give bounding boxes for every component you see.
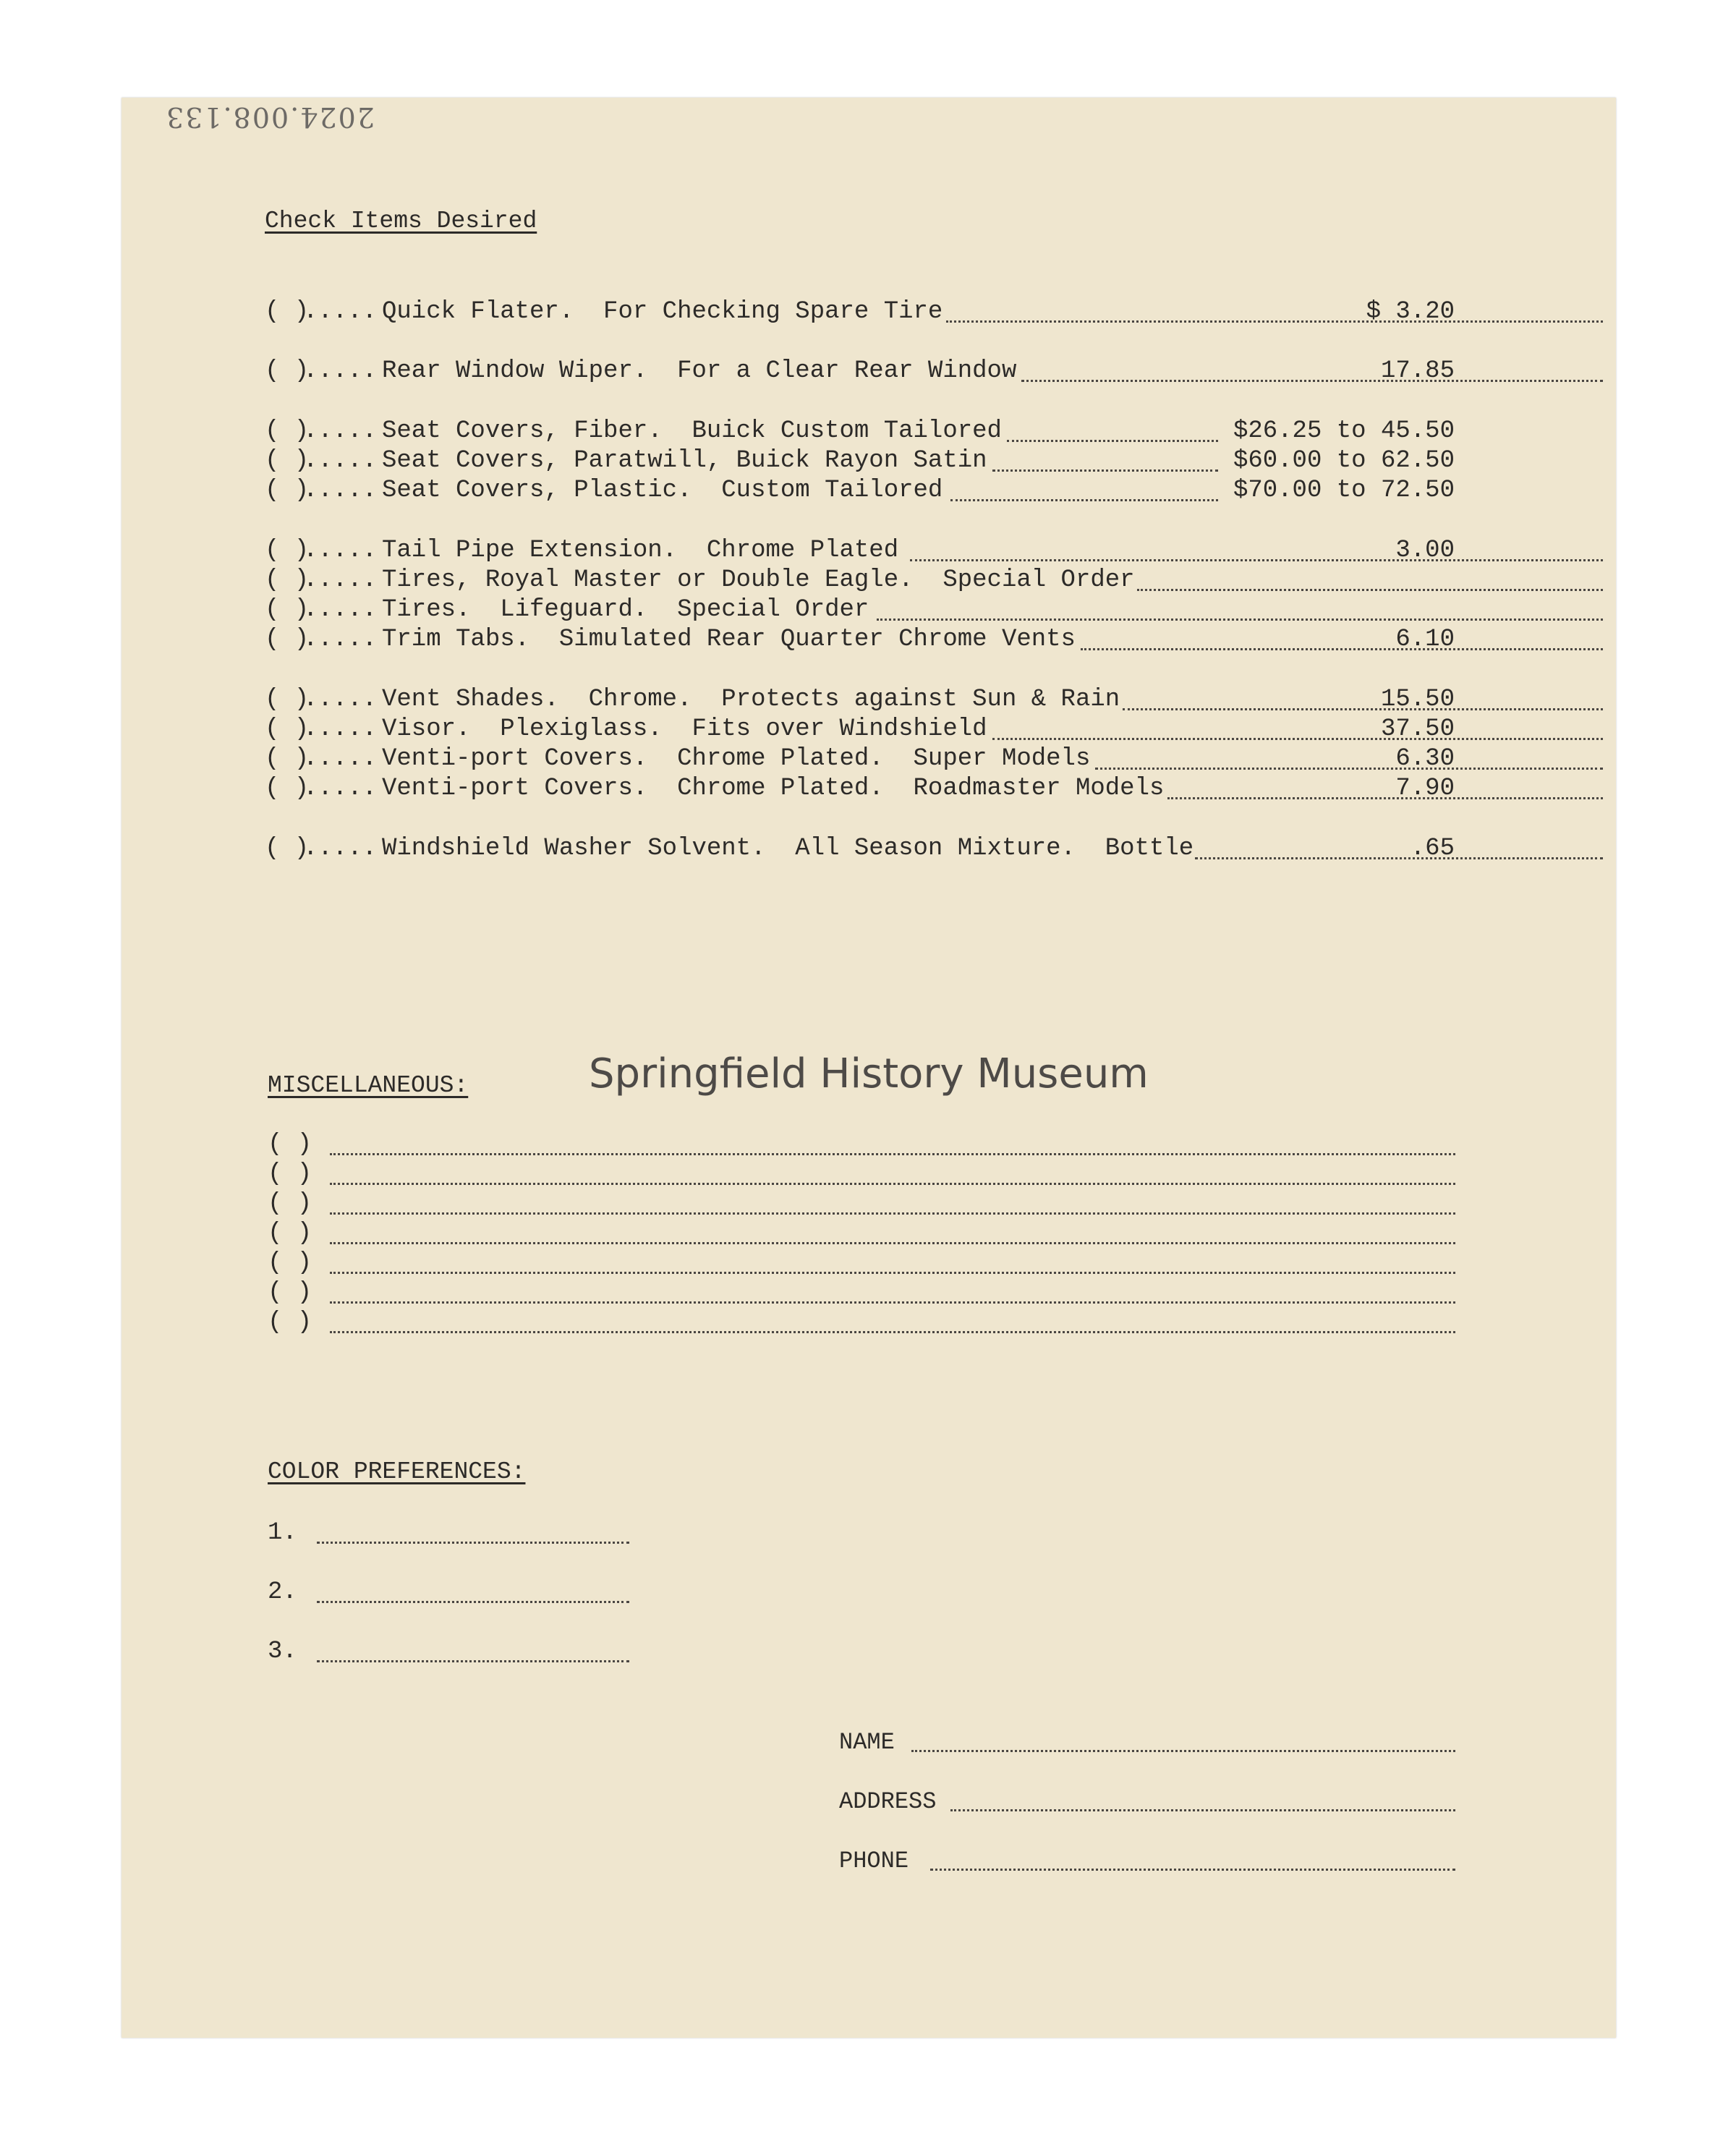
checkbox[interactable]: ( ) — [265, 686, 310, 713]
accession-number: 2024.008.133 — [165, 101, 375, 133]
checkbox[interactable]: ( ) — [265, 775, 310, 802]
item-description: Venti-port Covers. Chrome Plated. Super Models — [382, 745, 1091, 773]
item-description: Visor. Plexiglass. Fits over Windshield — [382, 715, 987, 743]
leader-dots: ..... — [303, 715, 378, 743]
item-row-venti-port-super[interactable] — [265, 745, 1455, 774]
museum-watermark: Springfield History Museum — [589, 1050, 1149, 1097]
leader-dots: ..... — [303, 596, 378, 624]
item-price: 17.85 — [1380, 357, 1455, 385]
item-price: 6.10 — [1395, 626, 1455, 653]
dotted-fill-line[interactable] — [317, 1660, 629, 1662]
dotted-fill-line — [946, 320, 1603, 323]
leader-dots: ..... — [303, 626, 378, 653]
dotted-fill-line[interactable] — [330, 1242, 1455, 1244]
misc-line[interactable] — [268, 1309, 1455, 1338]
item-price: $70.00 to 72.50 — [1233, 477, 1455, 504]
dotted-fill-line — [1095, 768, 1603, 770]
item-description: Tires, Royal Master or Double Eagle. Special Order — [382, 566, 1135, 594]
item-price: 6.30 — [1395, 745, 1455, 773]
dotted-fill-line[interactable] — [317, 1601, 629, 1603]
checkbox[interactable]: ( ) — [265, 298, 310, 326]
item-price: 15.50 — [1380, 686, 1455, 713]
item-row-tires-royal-master[interactable] — [265, 566, 1455, 595]
checkbox[interactable]: ( ) — [265, 715, 310, 743]
misc-line[interactable] — [268, 1249, 1455, 1278]
dotted-fill-line — [910, 559, 1603, 561]
color-preferences-heading: COLOR PREFERENCES: — [268, 1458, 526, 1485]
item-row-seat-covers-paratwill[interactable] — [265, 447, 1455, 476]
name-field[interactable] — [839, 1729, 1455, 1758]
dotted-fill-line[interactable] — [330, 1183, 1455, 1185]
dotted-fill-line[interactable] — [330, 1212, 1455, 1215]
address-field[interactable] — [839, 1788, 1455, 1817]
leader-dots: ..... — [303, 357, 378, 385]
dotted-fill-line[interactable] — [930, 1869, 1455, 1871]
item-price: 3.00 — [1395, 537, 1455, 564]
misc-line[interactable] — [268, 1190, 1455, 1219]
item-row-tires-lifeguard[interactable] — [265, 596, 1455, 625]
dotted-fill-line — [992, 469, 1218, 472]
item-description: Quick Flater. For Checking Spare Tire — [382, 298, 943, 326]
leader-dots: ..... — [303, 298, 378, 326]
item-price: $ 3.20 — [1366, 298, 1455, 326]
item-description: Windshield Washer Solvent. All Season Mixture. Bottle — [382, 835, 1194, 862]
dotted-fill-line[interactable] — [330, 1153, 1455, 1155]
checkbox[interactable]: ( ) — [268, 1249, 312, 1277]
line-number: 1. — [268, 1519, 297, 1547]
dotted-fill-line — [1167, 797, 1603, 799]
item-price: 7.90 — [1395, 775, 1455, 802]
phone-label: PHONE — [839, 1848, 909, 1874]
dotted-fill-line[interactable] — [317, 1542, 629, 1544]
leader-dots: ..... — [303, 775, 378, 802]
checkbox[interactable]: ( ) — [265, 477, 310, 504]
leader-dots: ..... — [303, 566, 378, 594]
color-preference-line-1[interactable] — [268, 1519, 629, 1548]
checkbox[interactable]: ( ) — [265, 447, 310, 475]
item-price: 37.50 — [1380, 715, 1455, 743]
item-description: Tires. Lifeguard. Special Order — [382, 596, 869, 624]
dotted-fill-line — [1123, 708, 1603, 710]
item-description: Seat Covers, Fiber. Buick Custom Tailored — [382, 417, 1002, 445]
dotted-fill-line[interactable] — [330, 1272, 1455, 1274]
dotted-fill-line[interactable] — [330, 1331, 1455, 1333]
dotted-fill-line — [877, 619, 1603, 621]
item-row-visor[interactable] — [265, 715, 1455, 744]
miscellaneous-heading: MISCELLANEOUS: — [268, 1072, 469, 1099]
item-row-washer-solvent[interactable] — [265, 835, 1455, 864]
dotted-fill-line[interactable] — [330, 1301, 1455, 1304]
color-preference-line-2[interactable] — [268, 1578, 629, 1607]
leader-dots: ..... — [303, 686, 378, 713]
checkbox[interactable]: ( ) — [265, 537, 310, 564]
checkbox[interactable]: ( ) — [265, 596, 310, 624]
leader-dots: ..... — [303, 745, 378, 773]
item-row-vent-shades[interactable] — [265, 686, 1455, 715]
item-description: Vent Shades. Chrome. Protects against Sun & Rain — [382, 686, 1120, 713]
dotted-fill-line — [1137, 589, 1603, 591]
item-row-seat-covers-plastic[interactable] — [265, 477, 1455, 506]
dotted-fill-line[interactable] — [950, 1809, 1455, 1811]
phone-field[interactable] — [839, 1848, 1455, 1877]
item-price: .65 — [1410, 835, 1455, 862]
checkbox[interactable]: ( ) — [268, 1279, 312, 1306]
dotted-fill-line — [992, 738, 1603, 740]
checkbox[interactable]: ( ) — [265, 357, 310, 385]
item-description: Rear Window Wiper. For a Clear Rear Window — [382, 357, 1017, 385]
item-description: Trim Tabs. Simulated Rear Quarter Chrome Vents — [382, 626, 1076, 653]
misc-line[interactable] — [268, 1279, 1455, 1308]
item-row-trim-tabs[interactable] — [265, 626, 1455, 655]
item-row-seat-covers-fiber[interactable] — [265, 417, 1455, 446]
line-number: 2. — [268, 1578, 297, 1606]
item-description: Seat Covers, Paratwill, Buick Rayon Satin — [382, 447, 987, 475]
dotted-fill-line — [1007, 440, 1218, 442]
name-label: NAME — [839, 1729, 895, 1756]
checkbox[interactable]: ( ) — [265, 745, 310, 773]
misc-line[interactable] — [268, 1131, 1455, 1160]
item-row-quick-flater[interactable] — [265, 298, 1455, 327]
misc-line[interactable] — [268, 1220, 1455, 1249]
dotted-fill-line[interactable] — [911, 1750, 1455, 1752]
leader-dots: ..... — [303, 447, 378, 475]
dotted-fill-line — [1021, 380, 1603, 382]
leader-dots: ..... — [303, 477, 378, 504]
color-preference-line-3[interactable] — [268, 1638, 629, 1667]
item-row-tail-pipe-extension[interactable] — [265, 537, 1455, 566]
address-label: ADDRESS — [839, 1788, 937, 1815]
leader-dots: ..... — [303, 835, 378, 862]
item-description: Tail Pipe Extension. Chrome Plated — [382, 537, 899, 564]
checkbox[interactable]: ( ) — [265, 626, 310, 653]
checkbox[interactable]: ( ) — [265, 417, 310, 445]
misc-line[interactable] — [268, 1160, 1455, 1189]
leader-dots: ..... — [303, 537, 378, 564]
dotted-fill-line — [950, 499, 1218, 501]
leader-dots: ..... — [303, 417, 378, 445]
checkbox[interactable]: ( ) — [265, 835, 310, 862]
checkbox[interactable]: ( ) — [268, 1160, 312, 1188]
item-row-rear-window-wiper[interactable] — [265, 357, 1455, 386]
dotted-fill-line — [1195, 857, 1603, 859]
item-description: Venti-port Covers. Chrome Plated. Roadmaster Models — [382, 775, 1165, 802]
checkbox[interactable]: ( ) — [268, 1309, 312, 1336]
item-price: $26.25 to 45.50 — [1233, 417, 1455, 445]
dotted-fill-line — [1081, 648, 1603, 650]
items-heading: Check Items Desired — [265, 208, 537, 234]
item-price: $60.00 to 62.50 — [1233, 447, 1455, 475]
checkbox[interactable]: ( ) — [268, 1220, 312, 1247]
item-row-venti-port-roadmaster[interactable] — [265, 775, 1455, 804]
checkbox[interactable]: ( ) — [268, 1131, 312, 1158]
checkbox[interactable]: ( ) — [268, 1190, 312, 1217]
item-description: Seat Covers, Plastic. Custom Tailored — [382, 477, 943, 504]
line-number: 3. — [268, 1638, 297, 1665]
checkbox[interactable]: ( ) — [265, 566, 310, 594]
